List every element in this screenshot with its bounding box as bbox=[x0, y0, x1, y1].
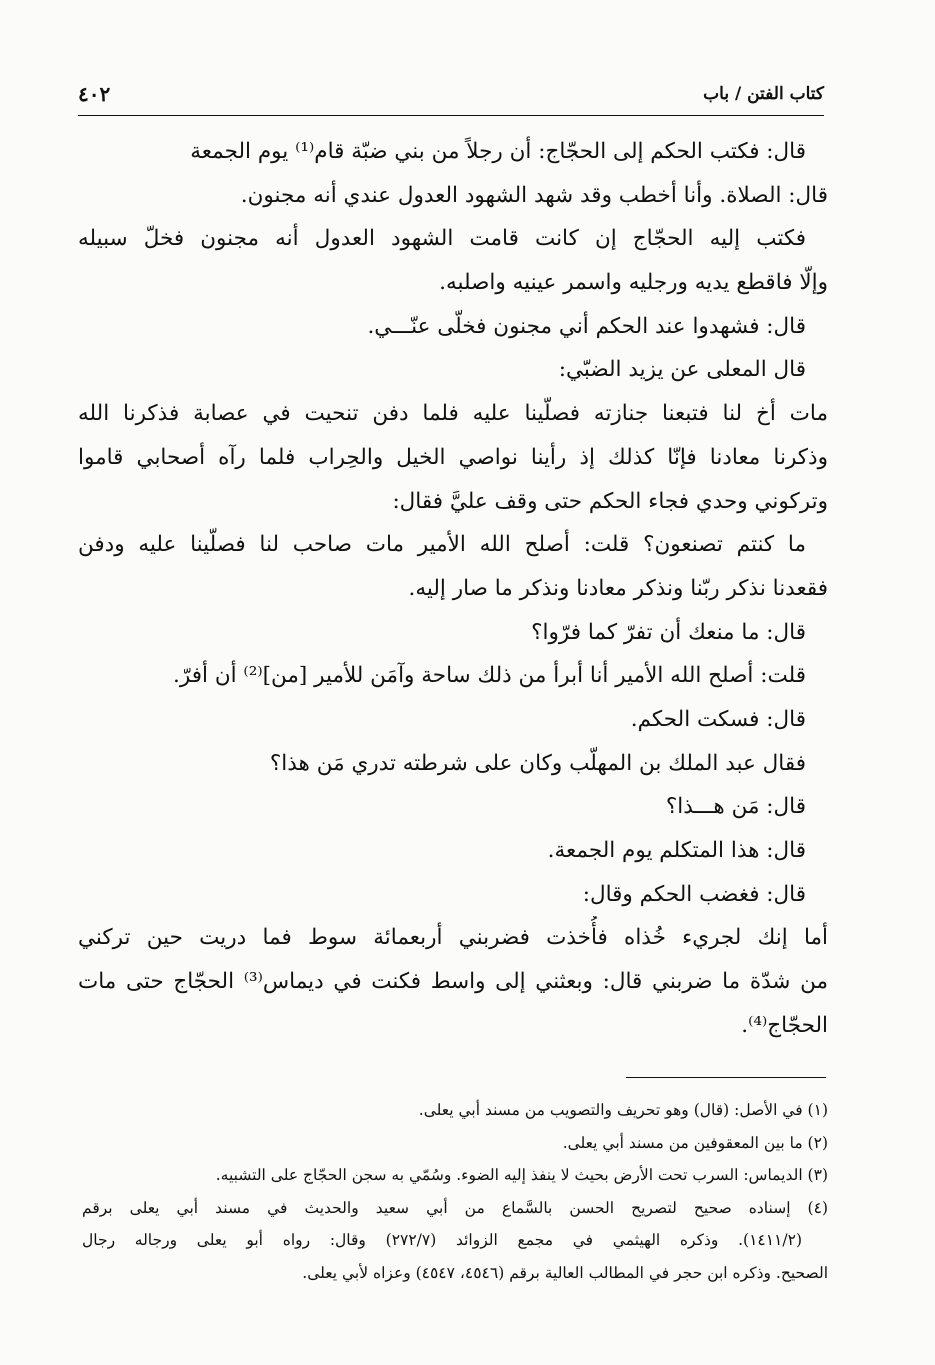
text-line: وإلّا فاقطع يديه ورجليه واسمر عينيه واصلبه. bbox=[439, 270, 828, 296]
footnote-line: (١٤١١/٢). وذكره الهيثمي في مجمع الزوائد (٢٧٢/٧) وقال: رواه أبو يعلى ورجاله رجال bbox=[82, 1231, 802, 1249]
footnote-line: (٣) الديماس: السرب تحت الأرض بحيث لا ينفذ إليه الضوء. وسُمّي به سجن الحجّاج على التشبيه. bbox=[215, 1166, 828, 1184]
footnote-line: الصحيح. وذكره ابن حجر في المطالب العالية برقم (٤٥٤٦، ٤٥٤٧) وعزاه لأبي يعلى. bbox=[302, 1263, 828, 1282]
footnote-line: (٤) إسناده صحيح لتصريح الحسن بالسَّماع من أبي سعيد والحديث في مسند أبي يعلى برقم bbox=[82, 1198, 828, 1217]
text-line: من شدّة ما ضربني قال: وبعثني إلى واسط فكنت في ديماس⁽³⁾ الحجّاج حتى مات bbox=[78, 969, 828, 995]
text-line: مات أخ لنا فتبعنا جنازته فصلّينا عليه فلما دفن تنحيت في عصابة فذكرنا الله bbox=[78, 401, 828, 427]
text-line: قلت: أصلح الله الأمير أنا أبرأ من ذلك ساحة وآمَن للأمير [من]⁽²⁾ أن أفرّ. bbox=[173, 663, 806, 689]
header-rule bbox=[78, 115, 824, 116]
text-line: ما كنتم تصنعون؟ قلت: أصلح الله الأمير مات صاحب لنا فصلّينا عليه ودفن bbox=[78, 532, 806, 558]
running-title: كتاب الفتن / باب bbox=[703, 84, 824, 104]
footnote-line: (٢) ما بين المعقوفين من مسند أبي يعلى. bbox=[562, 1133, 828, 1152]
text-line: فقال عبد الملك بن المهلّب وكان على شرطته تدري مَن هذا؟ bbox=[269, 750, 806, 776]
main-text bbox=[78, 130, 828, 1047]
text-line: قال المعلى عن يزيد الضبّي: bbox=[558, 357, 806, 383]
text-line: وتركوني وحدي فجاء الحكم حتى وقف عليَّ فقال: bbox=[392, 488, 828, 514]
page-number: ٤٠٢ bbox=[78, 82, 111, 106]
footnote-line: (١) في الأصل: (قال) وهو تحريف والتصويب من مسند أبي يعلى. bbox=[418, 1101, 828, 1119]
text-line: قال: فكتب الحكم إلى الحجّاج: أن رجلاً من بني ضبّة قام⁽¹⁾ يوم الجمعة bbox=[190, 139, 806, 164]
text-line: قال: هذا المتكلم يوم الجمعة. bbox=[547, 838, 806, 863]
text-line: قال: فشهدوا عند الحكم أني مجنون فخلّى عنّـــي. bbox=[367, 313, 806, 339]
text-line: الحجّاج⁽⁴⁾. bbox=[741, 1012, 828, 1038]
text-line: قال: مَن هـــذا؟ bbox=[665, 794, 806, 820]
text-line: أما إنك لجريء خُذاه فأُخذت فضربني أربعمائة سوط فما دريت حين تركني bbox=[78, 925, 828, 951]
footnote-separator bbox=[626, 1077, 826, 1078]
text-line: قال: الصلاة. وأنا أخطب وقد شهد الشهود العدول عندي أنه مجنون. bbox=[240, 182, 828, 208]
text-line: قال: فغضب الحكم وقال: bbox=[582, 881, 806, 907]
text-line: وذكرنا معادنا فإنّا كذلك إذ رأينا نواصي الخيل والحِراب فلما رآه أصحابي قاموا bbox=[78, 444, 828, 470]
text-line: فكتب إليه الحجّاج إن كانت قامت الشهود العدول أنه مجنون فخلّ سبيله bbox=[78, 226, 806, 252]
text-line: قال: ما منعك أن تفرّ كما فرّوا؟ bbox=[531, 619, 806, 645]
page-header bbox=[78, 78, 824, 118]
text-line: قال: فسكت الحكم. bbox=[630, 706, 806, 732]
footnotes bbox=[82, 1094, 828, 1289]
text-line: فقعدنا نذكر ربّنا ونذكر معادنا ونذكر ما صار إليه. bbox=[408, 575, 828, 601]
